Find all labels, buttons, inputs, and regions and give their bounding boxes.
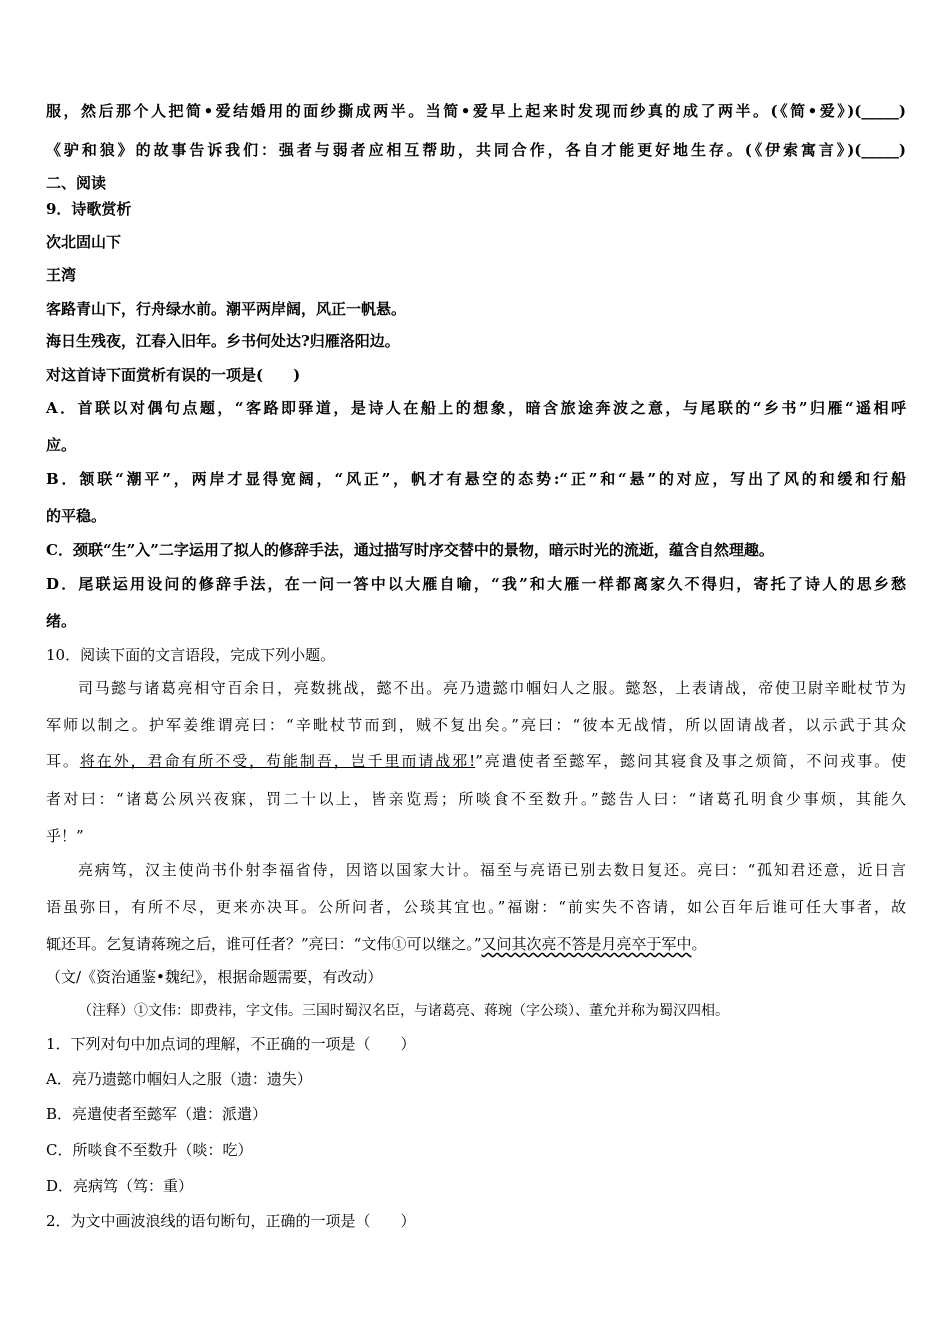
sub-question-1-option-a: A．亮乃遗懿巾帼妇人之服（遗：遗失） <box>46 1070 312 1088</box>
text-segment: 耳。 <box>46 752 80 770</box>
classical-text-line: 司马懿与诸葛亮相守百余日，亮数挑战，懿不出。亮乃遗懿巾帼妇人之服。懿怒，上表请战，帝使卫尉辛毗杖节为 <box>78 679 906 697</box>
judgement-item-jane-eyre: 服，然后那个人把简•爱结婚用的面纱撕成两半。当简•爱早上起来时发现而纱真的成了两半。(《简•爱》)(_____) <box>46 102 906 120</box>
sub-question-1: 1．下列对句中加点词的理解，不正确的一项是（ ） <box>46 1035 416 1053</box>
option-b-continued: 的平稳。 <box>46 507 107 525</box>
poem-line: 海日生残夜，江春入旧年。乡书何处达?归雁洛阳边。 <box>46 332 400 350</box>
option-a: A．首联以对偶句点题，“客路即驿道，是诗人在船上的想象，暗含旅途奔波之意，与尾联的“乡书”归雁“遥相呼 <box>46 399 906 417</box>
option-a-continued: 应。 <box>46 436 77 454</box>
classical-text-line: 乎！” <box>46 827 84 845</box>
poem-author: 王湾 <box>46 266 77 284</box>
option-b: B．颔联“潮平”，两岸才显得宽阔，“风正”，帆才有悬空的态势:“正”和“悬”的对应，写出了风的和缓和行船 <box>46 470 906 488</box>
poem-title: 次北固山下 <box>46 233 122 251</box>
sub-question-1-option-d: D．亮病笃（笃：重） <box>46 1177 194 1195</box>
underlined-sentence: 将在外，君命有所不受，苟能制吾，岂千里而请战邪! <box>79 752 476 770</box>
classical-text-line: 亮病笃，汉主使尚书仆射李福省侍，因谘以国家大计。福至与亮语已别去数日复还。亮曰：“孤知君还意，近日言 <box>78 861 906 879</box>
source-citation: （文/《资治通鉴•魏纪》，根据命题需要，有改动） <box>46 968 383 986</box>
classical-text-line: 语虽弥日，有所不尽，更来亦决耳。公所问者，公琰其宜也。”福谢：“前实失不咨请，如公百年后谁可任大事者，故 <box>46 898 906 916</box>
text-segment: 辄还耳。乞复请蒋琬之后，谁可任者？”亮曰：“文伟①可以继之。” <box>46 935 482 953</box>
option-c: C．颈联“生”入”二字运用了拟人的修辞手法，通过描写时序交替中的景物，暗示时光的流逝，蕴含自然理趣。 <box>46 541 774 559</box>
sub-question-1-option-b: B．亮遣使者至懿军（遣：派遣） <box>46 1105 268 1123</box>
text-segment: ”亮遣使者至懿军，懿问其寝食及事之烦简，不问戎事。使 <box>475 752 906 770</box>
section-heading-reading: 二、阅读 <box>46 174 107 192</box>
classical-text-line <box>46 934 906 954</box>
option-d-continued: 绪。 <box>46 612 77 630</box>
wavy-underlined-sentence: 又问其次亮不答是月亮卒于军中 <box>481 935 692 953</box>
classical-text-line <box>46 751 906 771</box>
poem-line: 客路青山下，行舟绿水前。潮平两岸阔，风正一帆悬。 <box>46 300 407 318</box>
classical-text-line: 军师以制之。护军姜维谓亮曰：“辛毗杖节而到，贼不复出矣。”亮曰：“彼本无战情，所以固请战者，以示武于其众 <box>46 716 906 734</box>
annotation-note: （注释）①文伟：即费祎，字文伟。三国时蜀汉名臣，与诸葛亮、蒋琬（字公琰）、董允并称为蜀汉四相。 <box>78 1003 729 1019</box>
sub-question-2: 2．为文中画波浪线的语句断句，正确的一项是（ ） <box>46 1212 416 1230</box>
question-9-stem: 对这首诗下面赏析有误的一项是( ) <box>46 366 301 384</box>
text-segment: 。 <box>691 935 707 953</box>
option-d: D．尾联运用设问的修辞手法，在一问一答中以大雁自喻，“我”和大雁一样都离家久不得归，寄托了诗人的思乡愁 <box>46 575 906 593</box>
judgement-item-donkey-wolf: 《驴和狼》的故事告诉我们：强者与弱者应相互帮助，共同合作，各自才能更好地生存。(《伊索寓言》)(_____) <box>46 141 906 159</box>
question-10-label: 10．阅读下面的文言语段，完成下列小题。 <box>46 646 336 664</box>
question-9-label: 9．诗歌赏析 <box>46 200 132 218</box>
classical-text-line: 者对曰：“诸葛公夙兴夜寐，罚二十以上，皆亲览焉；所啖食不至数升。”懿告人曰：“诸葛孔明食少事烦，其能久 <box>46 790 906 808</box>
sub-question-1-option-c: C．所啖食不至数升（啖：吃） <box>46 1141 253 1159</box>
